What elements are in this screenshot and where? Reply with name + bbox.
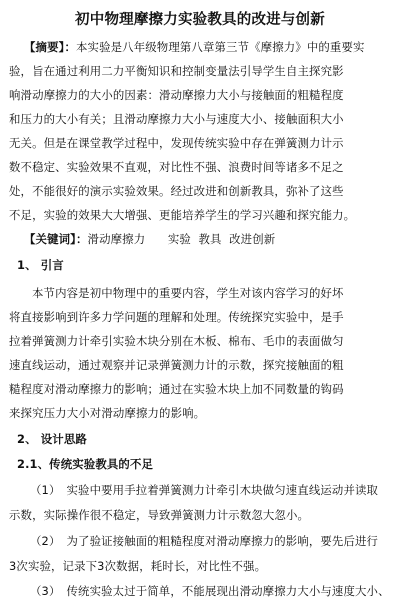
list-item-1-text: 实验中要用手拉着弹簧测力计牵引木块做匀速直线运动并读取 (66, 483, 379, 497)
list-item-1-second-line: 示数，实际操作很不稳定，导致弹簧测力计示数忽大忽小。 (9, 508, 310, 522)
list-item-3-first-line (30, 584, 390, 598)
abstract-line-2: 验，旨在通过利用二力平衡知识和控制变量法引导学生自主探究影 (9, 64, 344, 78)
section-1-line-4: 速直线运动，通过观察并记录弹簧测力计的示数，探究接触面的粗 (9, 358, 344, 372)
abstract-line-3: 响滑动摩擦力的大小的因素：滑动摩擦力大小与接触面的粗糙程度 (9, 88, 344, 102)
abstract-line-8: 不足，实验的效果大大增强、更能培养学生的学习兴趣和探究能力。 (9, 208, 356, 222)
abstract-first-line (24, 40, 365, 54)
document-title: 初中物理摩擦力实验教具的改进与创新 (75, 12, 325, 28)
list-item-2-first-line (30, 534, 378, 548)
section-2-1-heading: 2.1、传统实验教具的不足 (17, 457, 154, 471)
section-1-line-1: 本节内容是初中物理中的重要内容，学生对该内容学习的好坏 (32, 286, 344, 300)
list-item-3-number: （3） (30, 584, 61, 598)
section-1-line-2: 将直接影响到许多力学问题的理解和处理。传统探究实验中，是手 (9, 310, 344, 324)
abstract-line-1: 本实验是八年级物理第八章第三节《摩擦力》中的重要实 (76, 40, 365, 54)
keywords-label: 【关键词】： (24, 232, 88, 246)
section-1-heading: 1、 引言 (17, 258, 64, 272)
abstract-line-5: 无关。但是在课堂教学过程中，发现传统实验中存在弹簧测力计示 (9, 136, 344, 150)
abstract-line-6: 数不稳定、实验效果不直观，对比性不强、浪费时间等诸多不足之 (9, 160, 344, 174)
section-2-heading: 2、 设计思路 (17, 432, 87, 446)
keywords-line (24, 232, 275, 246)
list-item-2-text: 为了验证接触面的粗糙程度对滑动摩擦力的影响，要先后进行 (66, 534, 379, 548)
abstract-line-7: 处，不能很好的演示实验效果。经过改进和创新教具，弥补了这些 (9, 184, 344, 198)
abstract-label: 【摘要】： (24, 40, 77, 54)
list-item-2-number: （2） (30, 534, 61, 548)
section-1-line-6: 来探究压力大小对滑动摩擦力的影响。 (9, 406, 206, 420)
section-1-line-3: 拉着弹簧测力计牵引实验木块分别在木板、棉布、毛巾的表面做匀 (9, 334, 344, 348)
list-item-2-second-line: 3次实验，记录下3次数据，耗时长，对比性不强。 (9, 559, 267, 573)
section-1-line-5: 糙程度对滑动摩擦力的影响；通过在实验木块上加不同数量的钩码 (9, 382, 344, 396)
list-item-1-first-line (30, 483, 378, 497)
abstract-line-4: 和压力的大小有关；且滑动摩擦力大小与速度大小、接触面积大小 (9, 112, 344, 126)
list-item-3-text: 传统实验太过于简单，不能展现出滑动摩擦力大小与速度大小、 (66, 584, 390, 598)
keywords-text: 滑动摩擦力 实验 教具 改进创新 (87, 232, 276, 246)
list-item-1-number: （1） (30, 483, 61, 497)
